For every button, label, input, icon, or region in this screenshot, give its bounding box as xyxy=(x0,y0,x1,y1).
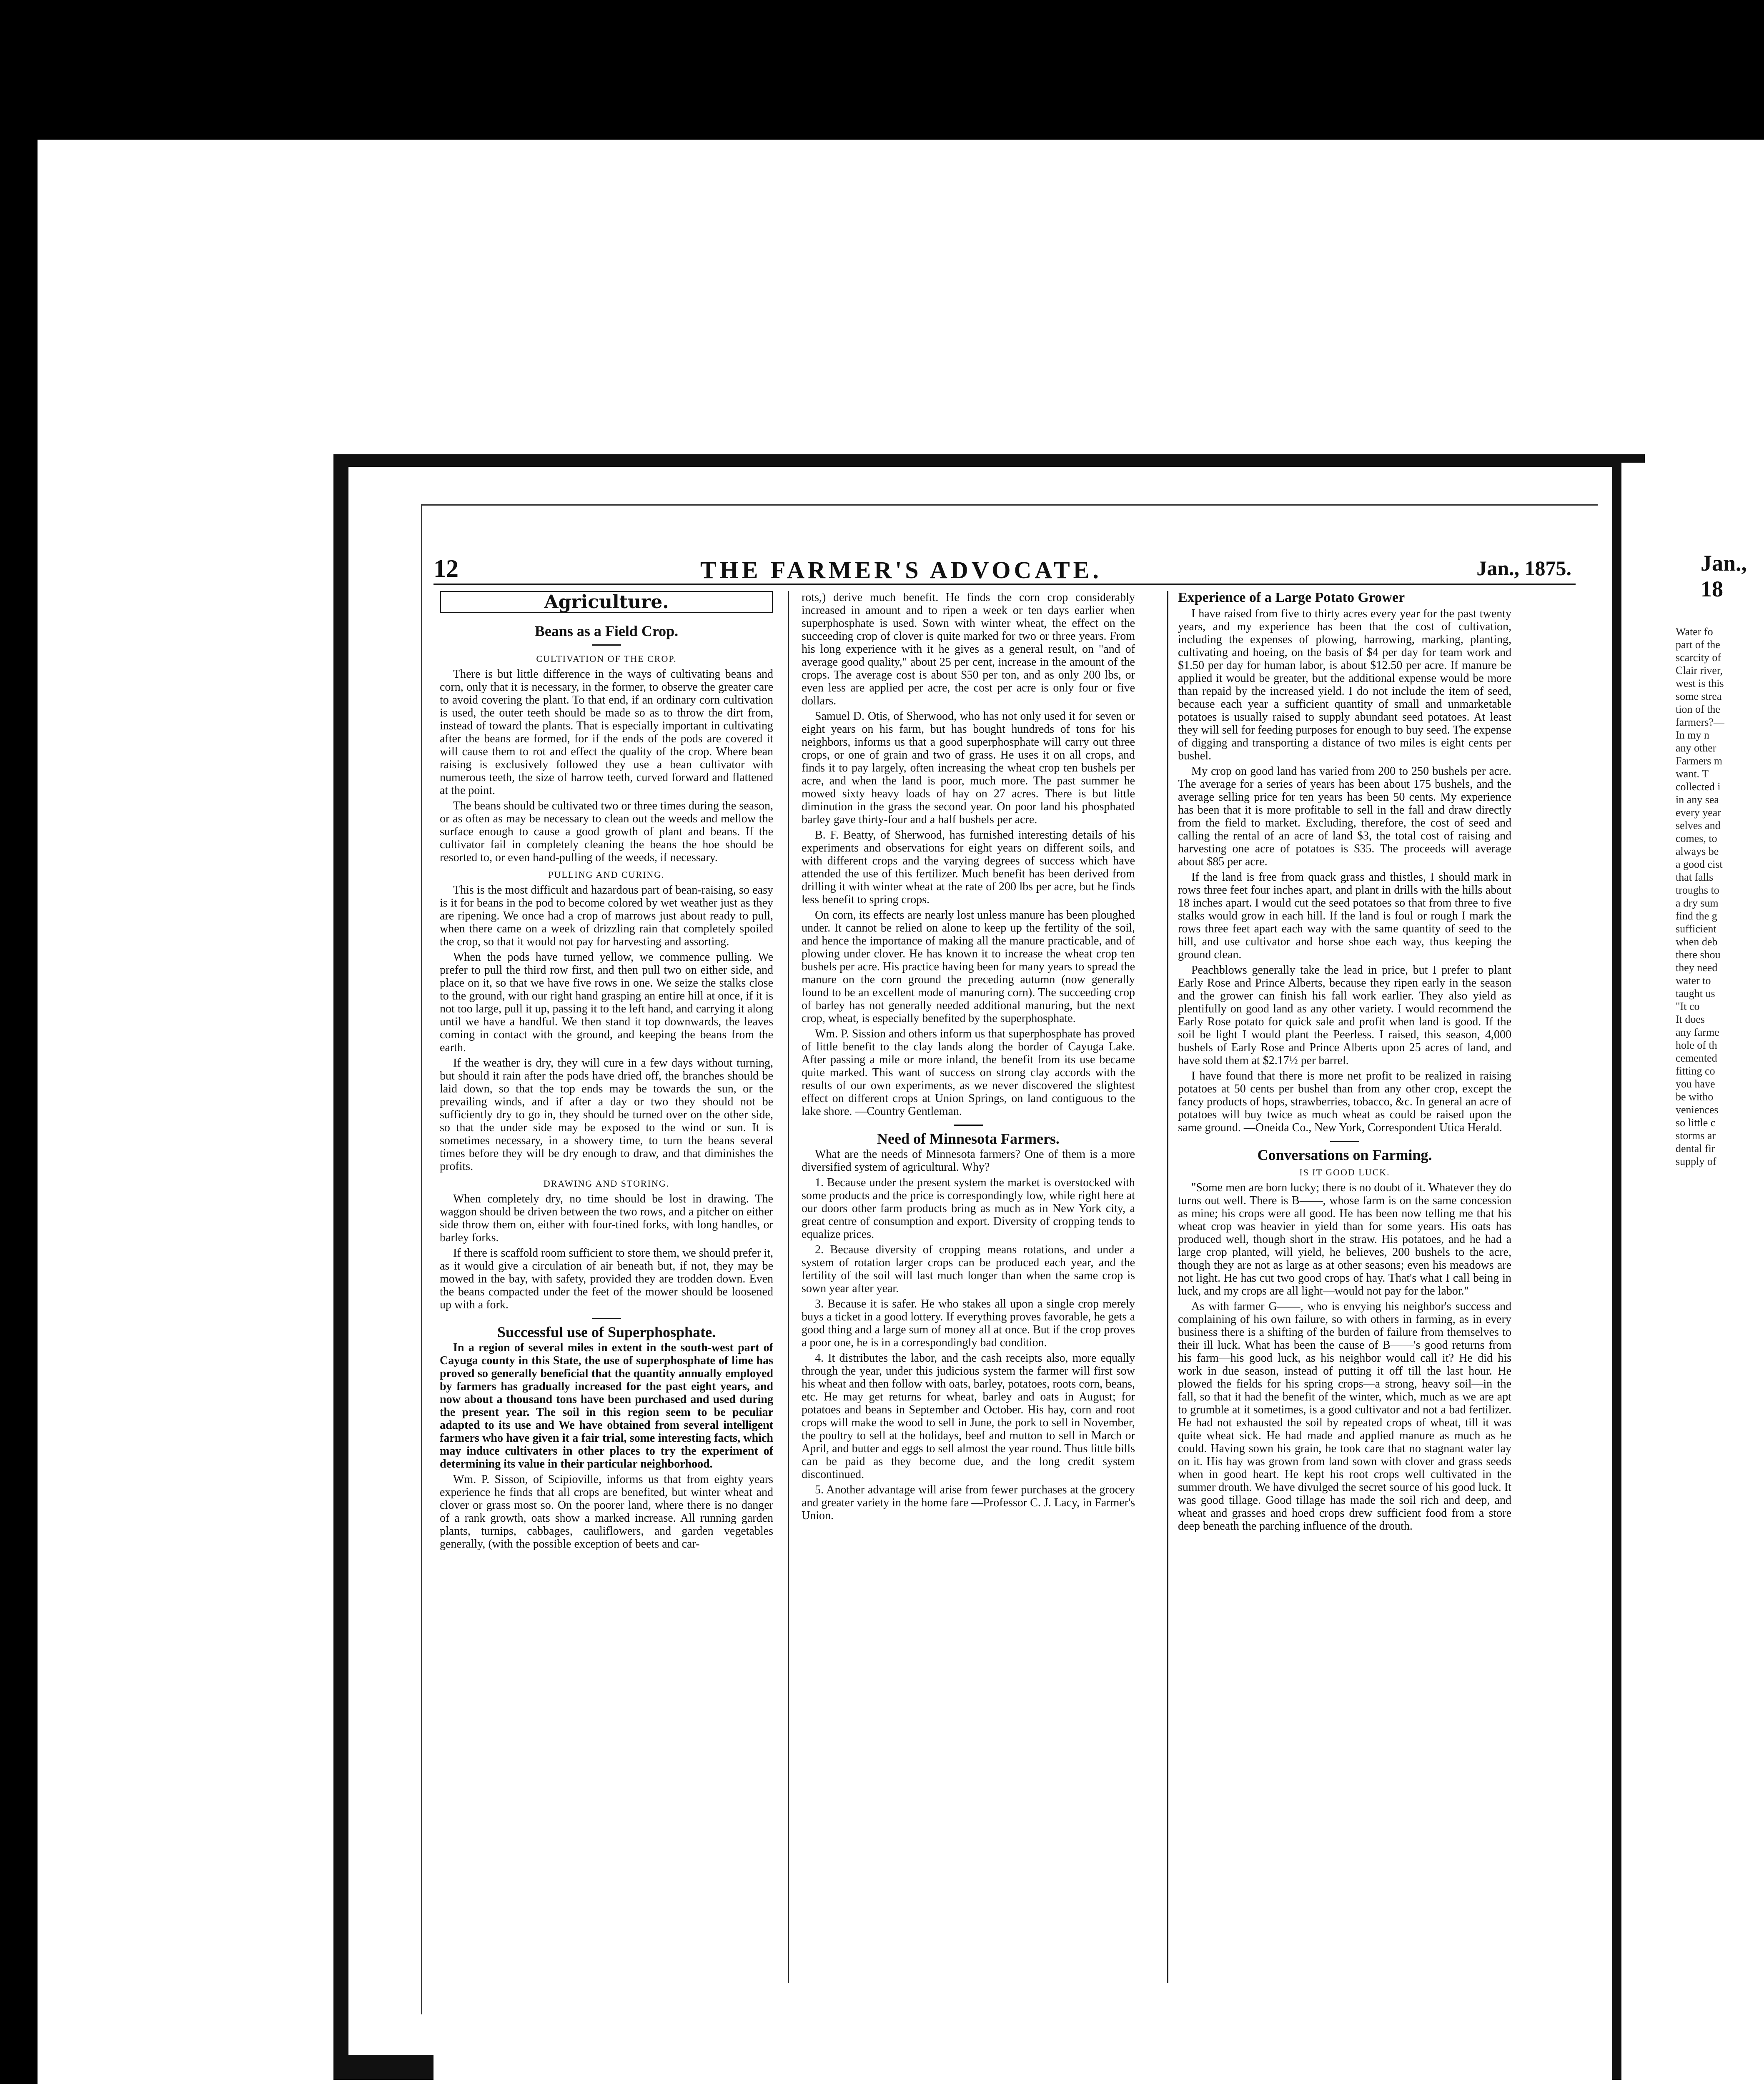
paper-title: THE FARMER'S ADVOCATE. xyxy=(700,556,1102,584)
paragraph: On corn, its effects are nearly lost unless manure has been ploughed under. It cannot be relied on alone to keep up the fertility of the soil, and hence the importance of making all the manure practicable, and of plowing under clover. He has known it to increase the wheat crop ten bushels per acre. His practice having been for many years to spread the manure on the corn ground the preceding autumn (now generally found to be an excellent mode of manuring corn). The succeeding crop of barley has not generally needed additional manuring, but the next crop, wheat, is especially benefited by the superphosphate. xyxy=(802,909,1135,1025)
paragraph: Peachblows generally take the lead in price, but I prefer to plant Early Rose and Prince Alberts, because they ripen early in the season and the grower can finish his fall work earlier. They also yield as plentifully on good land as any other variety. I would recommend the Early Rose potato for quick sale and profit when land is good. If the soil be light I would plant the Peerless. I raised, this season, 4,000 bushels of Early Rose and Prince Alberts upon 25 acres of land, and have sold them at $2.17½ per barrel. xyxy=(1178,964,1511,1067)
paragraph: As with farmer G——, who is envying his neighbor's success and complaining of his own failure, so with others in farming, as in every business there is a shifting of the burden of failure from themselves to their ill luck. What has been the cause of B——'s good returns from his farm—his good luck, as his neighbor would call it? He did his work in due season, instead of putting it off till the last hour. He plowed the fields for his spring crops—a strong, heavy soil—in the fall, so that it had the benefit of the winter, which, much as we are apt to grumble at it sometimes, is a good cultivator and not a bad fertilizer. He had not exhausted the soil by repeated crops of wheat, till it was quite wheat sick. He had made and applied manure as much as he could. Having sown his grain, he took care that no stagnant water lay on it. His hay was grown from land sown with clover and grass seeds when in good heart. He kept his root crops well cultivated in the summer drouth. We have divulged the secret source of his good luck. It was good tillage. Good tillage has made the soil rich and deep, and wheat and grasses and hoed crops drew sufficient food from a store deep beneath the parching influence of the drouth. xyxy=(1178,1300,1511,1533)
paragraph: 1. Because under the present system the market is overstocked with some products and the price is correspondingly low, while right here at our doors other farm products bring as much as in New York city, a great centre of consumption and export. Diversity of cropping tends to equalize prices. xyxy=(802,1176,1135,1241)
section-subhead: PULLING AND CURING. xyxy=(548,869,665,880)
paragraph: 3. Because it is safer. He who stakes all upon a single crop merely buys a ticket in a good lottery. If everything proves favorable, he gets a good thing and a large sum of money all at once. But if the crop proves a poor one, he is in a correspondingly bad condition. xyxy=(802,1297,1135,1349)
article-title: Need of Minnesota Farmers. xyxy=(877,1130,1060,1147)
right-page-line: storms ar xyxy=(1676,1130,1716,1142)
right-page-line: water to xyxy=(1676,974,1711,987)
right-page-line: fitting co xyxy=(1676,1065,1715,1077)
article-title: Successful use of Superphosphate. xyxy=(497,1324,716,1340)
right-page-line: troughs to xyxy=(1676,884,1719,896)
paragraph: The beans should be cultivated two or three times during the season, or as often as may be necessary to clean out the weeds and mellow the surface enough to cause a good growth of plant and beans. If the cultivator fail in completely cleaning the beans the hoe should be resorted to, or even hand-pulling of the weeds, if necessary. xyxy=(440,799,773,864)
right-page-line: collected i xyxy=(1676,781,1721,793)
right-page-line: in any sea xyxy=(1676,794,1719,806)
paragraph: 5. Another advantage will arise from fewer purchases at the grocery and greater variety in the home fare —Professor C. J. Lacy, in Farmer's Union. xyxy=(802,1483,1135,1522)
right-page-line: tion of the xyxy=(1676,703,1720,715)
paragraph: Wm. P. Sission and others inform us that superphosphate has proved of little benefit to the clay lands along the border of Cayuga Lake. After passing a mile or more inland, the benefit from its use became quite marked. This want of success on strong clay accords with the results of our own experiments, as we never discovered the slightest effect on different crops at Union Springs, on land contiguous to the lake shore. —Country Gentleman. xyxy=(802,1027,1135,1118)
right-page-line: you have xyxy=(1676,1078,1715,1090)
department-heading: Agriculture. xyxy=(440,591,773,613)
right-page-line: west is this xyxy=(1676,677,1724,689)
right-page-line: cemented xyxy=(1676,1052,1717,1064)
right-page-line: every year xyxy=(1676,807,1721,819)
right-page-line: In my n xyxy=(1676,729,1709,741)
paragraph: What are the needs of Minnesota farmers? One of them is a more diversified system of agricultural. Why? xyxy=(802,1148,1135,1174)
column-3 xyxy=(1178,591,1511,1996)
right-page-line: scarcity of xyxy=(1676,651,1721,664)
divider xyxy=(1330,1141,1359,1142)
divider xyxy=(954,1125,983,1126)
section-subhead: DRAWING AND STORING. xyxy=(543,1178,670,1189)
paragraph: In a region of several miles in extent in the south-west part of Cayuga county in this State, the use of superphosphate of lime has proved so generally beneficial that the quantity annually employed by farmers has gradually increased for the past eight years, and now about a thousand tons have been purchased and used during the present year. The soil in this region seem to be peculiar adapted to its use and We have obtained from several intelligent farmers who have given it a fair trial, some interesting facts, which may induce cultivaters in other places to try the experiment of determining its value in their particular neighborhood. xyxy=(440,1341,773,1470)
paragraph: There is but little difference in the ways of cultivating beans and corn, only that it is necessary, in the former, to observe the greater care to avoid covering the plant. To that end, if an ordinary corn cultivation is used, the outer teeth should be made so as to throw the dirt from, instead of toward the plants. That is especially important in cultivating after the beans are formed, for if the ends of the pods are covered it will cause them to rot and effect the quality of the crop. Where bean raising is exclusively followed they use a bean cultivator with numerous teeth, the size of harrow teeth, curved forward and flattened at the point. xyxy=(440,668,773,797)
paragraph: Samuel D. Otis, of Sherwood, who has not only used it for seven or eight years on his farm, but has bought hundreds of tons for his neighbors, informs us that a good superphosphate will carry out three crops, or one of grain and two of grass. He uses it on all crops, and finds it to pay largely, often increasing the wheat crop ten bushels per acre, and when the land is poor, much more. The past summer he mowed sixty heavy loads of hay on 27 acres. There is but little diminution in the grass the second year. On poor land his phosphated barley gave thirty-four and a half bushels per acre. xyxy=(802,710,1135,826)
right-page-line: a dry sum xyxy=(1676,897,1719,909)
paragraph: I have found that there is more net profit to be realized in raising potatoes at 50 cents per bushel than from any other crop, except the fancy products of hops, strawberries, tobacco, &c. In general an acre of potatoes will buy twice as much wheat as could be raised upon the same ground. —Oneida Co., New York, Correspondent Utica Herald. xyxy=(1178,1070,1511,1134)
article-title: Conversations on Farming. xyxy=(1257,1147,1432,1163)
right-page-line: "It co xyxy=(1676,1000,1700,1012)
right-page-line: supply of xyxy=(1676,1155,1716,1167)
divider xyxy=(592,644,621,646)
right-page-line: want. T xyxy=(1676,768,1709,780)
right-page-line: veniences xyxy=(1676,1104,1719,1116)
right-page-line: some strea xyxy=(1676,690,1722,702)
right-page-line: when deb xyxy=(1676,936,1718,948)
right-page-line: taught us xyxy=(1676,987,1715,999)
issue-date: Jan., 1875. xyxy=(1476,556,1571,580)
right-page-line: they need xyxy=(1676,962,1718,974)
paragraph: When completely dry, no time should be lost in drawing. The waggon should be driven between the two rows, and a pitcher on either side throw them on, either with four-tined forks, with long handles, or barley forks. xyxy=(440,1192,773,1244)
right-page-line: that falls xyxy=(1676,871,1714,883)
right-page-line: hole of th xyxy=(1676,1039,1717,1051)
paragraph: rots,) derive much benefit. He finds the corn crop considerably increased in amount and to ripen a week or ten days earlier when superphosphate is used. Sown with winter wheat, the effect on the succeeding crop of clover is quite marked for two or three years. From his long experience with it he gives as a general result, on "and of average good quality," about 25 per cent, increase in the amount of the crops. The average cost is about $50 per ton, and as only 200 lbs, or even less are applied per acre, the cost per acre is only four or five dollars. xyxy=(802,591,1135,707)
right-page-line: part of the xyxy=(1676,639,1720,651)
paragraph: My crop on good land has varied from 200 to 250 bushels per acre. The average for a series of years has been about 175 bushels, and the average selling price for ten years has been 50 cents. My experience has been that it is more profitable to sell in the fall and draw directly from the field to market. Excluding, therefore, the cost of seed and calling the rental of an acre of land $3, the total cost of raising and harvesting one acre of potatoes is $35. The proceeds will average about $85 per acre. xyxy=(1178,765,1511,868)
right-page-line: any farme xyxy=(1676,1026,1719,1038)
column-rule xyxy=(1167,591,1168,1983)
page-number: 12 xyxy=(433,555,459,582)
right-page-line: dental fir xyxy=(1676,1142,1715,1155)
section-subhead: IS IT GOOD LUCK. xyxy=(1299,1167,1390,1177)
right-page-line: be witho xyxy=(1676,1091,1714,1103)
masthead xyxy=(433,554,1576,585)
article-title: Experience of a Large Potato Grower xyxy=(1178,591,1405,605)
column-1 xyxy=(440,591,773,1996)
right-page-line: a good cist xyxy=(1676,858,1723,870)
paragraph: If the land is free from quack grass and thistles, I should mark in rows three feet four inches apart, and plant in drills with the hills about 18 inches apart. I would cut the seed potatoes so that from three to five stalks would grow in each hill. If the land is foul or rough I mark the rows three feet apart each way with the same quantity of seed to the hill, and use cultivator and horse shoe each way, thus keeping the ground clean. xyxy=(1178,871,1511,961)
paragraph: If the weather is dry, they will cure in a few days without turning, but should it rain after the pods have dried off, the branches should be laid down, so that the top ends may be towards the sun, or the prevailing winds, and if after a day or two they should not be sufficiently dry to go in, they should be turned over on the other side, so that the under side may be exposed to the wind or sun. It is sometimes necessary, in a showery time, to turn the beans several times before they will be dry enough to draw, and that diminishes the profits. xyxy=(440,1057,773,1173)
paragraph: 2. Because diversity of cropping means rotations, and under a system of rotation larger crops can be produced each year, and the fertility of the soil will last much longer than when the same crop is sown year after year. xyxy=(802,1243,1135,1295)
right-page-text xyxy=(1676,625,1764,1168)
paragraph: I have raised from five to thirty acres every year for the past twenty years, and my experience has been that the cost of cultivation, including the expenses of plowing, harrowing, marking, planting, cultivating and hoeing, on the basis of $4 per day for team work and $1.50 per day for human labor, is about $12.50 per acre. If manure be applied it would be greater, but the additional expense would be more than repaid by the increased yield. I do not include the item of seed, because each year a sufficient quantity of small and unmarketable potatoes is usually raised to supply abundant seed potatoes. At least they will sell for feeding purposes for enough to buy seed. The expense of digging and transporting a distance of two miles is eight cents per bushel. xyxy=(1178,607,1511,762)
right-page-line: there shou xyxy=(1676,949,1721,961)
right-page-line: Water fo xyxy=(1676,626,1713,638)
right-page-line: sufficient xyxy=(1676,923,1716,935)
paragraph: If there is scaffold room sufficient to store them, we should prefer it, as it would give a circulation of air beneath but, if not, they may be mowed in the bay, with safety, provided they are trodden down. Even the beans compacted under the feet of the mower should be loosened up with a fork. xyxy=(440,1247,773,1311)
right-page-line: farmers?— xyxy=(1676,716,1724,728)
paragraph: This is the most difficult and hazardous part of bean-raising, so easy is it for beans in the pod to become colored by wet weather just as they are ripening. We once had a crop of marrows just about ready to pull, when there came on a week of drizzling rain that completely spoiled the crop, so that it would not pay for harvesting and assorting. xyxy=(440,884,773,948)
right-page-line: find the g xyxy=(1676,910,1717,922)
right-page-line: always be xyxy=(1676,845,1719,857)
paragraph: 4. It distributes the labor, and the cash receipts also, more equally through the year, under this judicious system the farmer will first sow his wheat and then follow with oats, barley, potatoes, roots corn, beans, etc. He may get returns for wheat, barley and oats in August; for potatoes and beans in September and October. His hay, corn and root crops will make the wood to sell in June, the pork to sell in November, the poultry to sell at the holidays, beef and mutton to sell in March or April, and butter and eggs to sell almost the year round. Thus little bills can be paid as they become due, and the long credit system discontinued. xyxy=(802,1352,1135,1481)
column-rule xyxy=(788,591,789,1983)
right-page-line: It does xyxy=(1676,1013,1705,1025)
article-title: Beans as a Field Crop. xyxy=(534,623,679,639)
right-page-line: comes, to xyxy=(1676,832,1717,844)
right-page-line: Farmers m xyxy=(1676,755,1722,767)
right-page-line: so little c xyxy=(1676,1117,1716,1129)
paragraph: Wm. P. Sisson, of Scipioville, informs us that from eighty years experience he finds that all crops are benefited, but winter wheat and clover or grass most so. On the poorer land, where there is no danger of a rank growth, oats show a marked increase. All running garden plants, turnips, cabbages, cauliflowers, and garden vegetables generally, (with the possible exception of beets and car- xyxy=(440,1473,773,1550)
paragraph: B. F. Beatty, of Sherwood, has furnished interesting details of his experiments and observations for eight years on different soils, and with different crops and the varying degrees of success which have attended the use of this fertilizer. Much benefit has been derived from drilling it with winter wheat at the rate of 200 lbs per acre, but he finds less benefit to spring crops. xyxy=(802,829,1135,906)
right-page-line: selves and xyxy=(1676,819,1721,832)
right-page-date: Jan., 18 xyxy=(1701,551,1747,601)
book-edge-bottom xyxy=(333,2055,433,2080)
column-2 xyxy=(802,591,1135,1996)
divider xyxy=(592,1318,621,1319)
paragraph: When the pods have turned yellow, we commence pulling. We prefer to pull the third row first, and then pull two on either side, and place on it, so that we have five rows in one. We seize the stalks close to the ground, with our right hand grasping an entire hill at once, if it is not too large, pull it up, passing it to the left hand, and carrying it along until we have a handful. We then stand it top downwards, the leaves coming in contact with the ground, and keeping the beans from the earth. xyxy=(440,951,773,1054)
paragraph: "Some men are born lucky; there is no doubt of it. Whatever they do turns out well. There is B——, whose farm is on the same concession as mine; his crops were all good. He has been now telling me that his wheat crop was heavier in yield than for some years. His oats has produced well, though short in the straw. His potatoes, and he had a large crop planted, will yield, he believes, 200 bushels to the acre, though they are not as large as at other seasons; even his meadows are not light. He has cut two good crops of hay. That's what I call being in luck, and my crops are all light—would not pay for the labor." xyxy=(1178,1181,1511,1297)
section-subhead: CULTIVATION OF THE CROP. xyxy=(536,654,677,664)
right-page-line: any other xyxy=(1676,742,1716,754)
right-page-line: Clair river, xyxy=(1676,664,1723,676)
